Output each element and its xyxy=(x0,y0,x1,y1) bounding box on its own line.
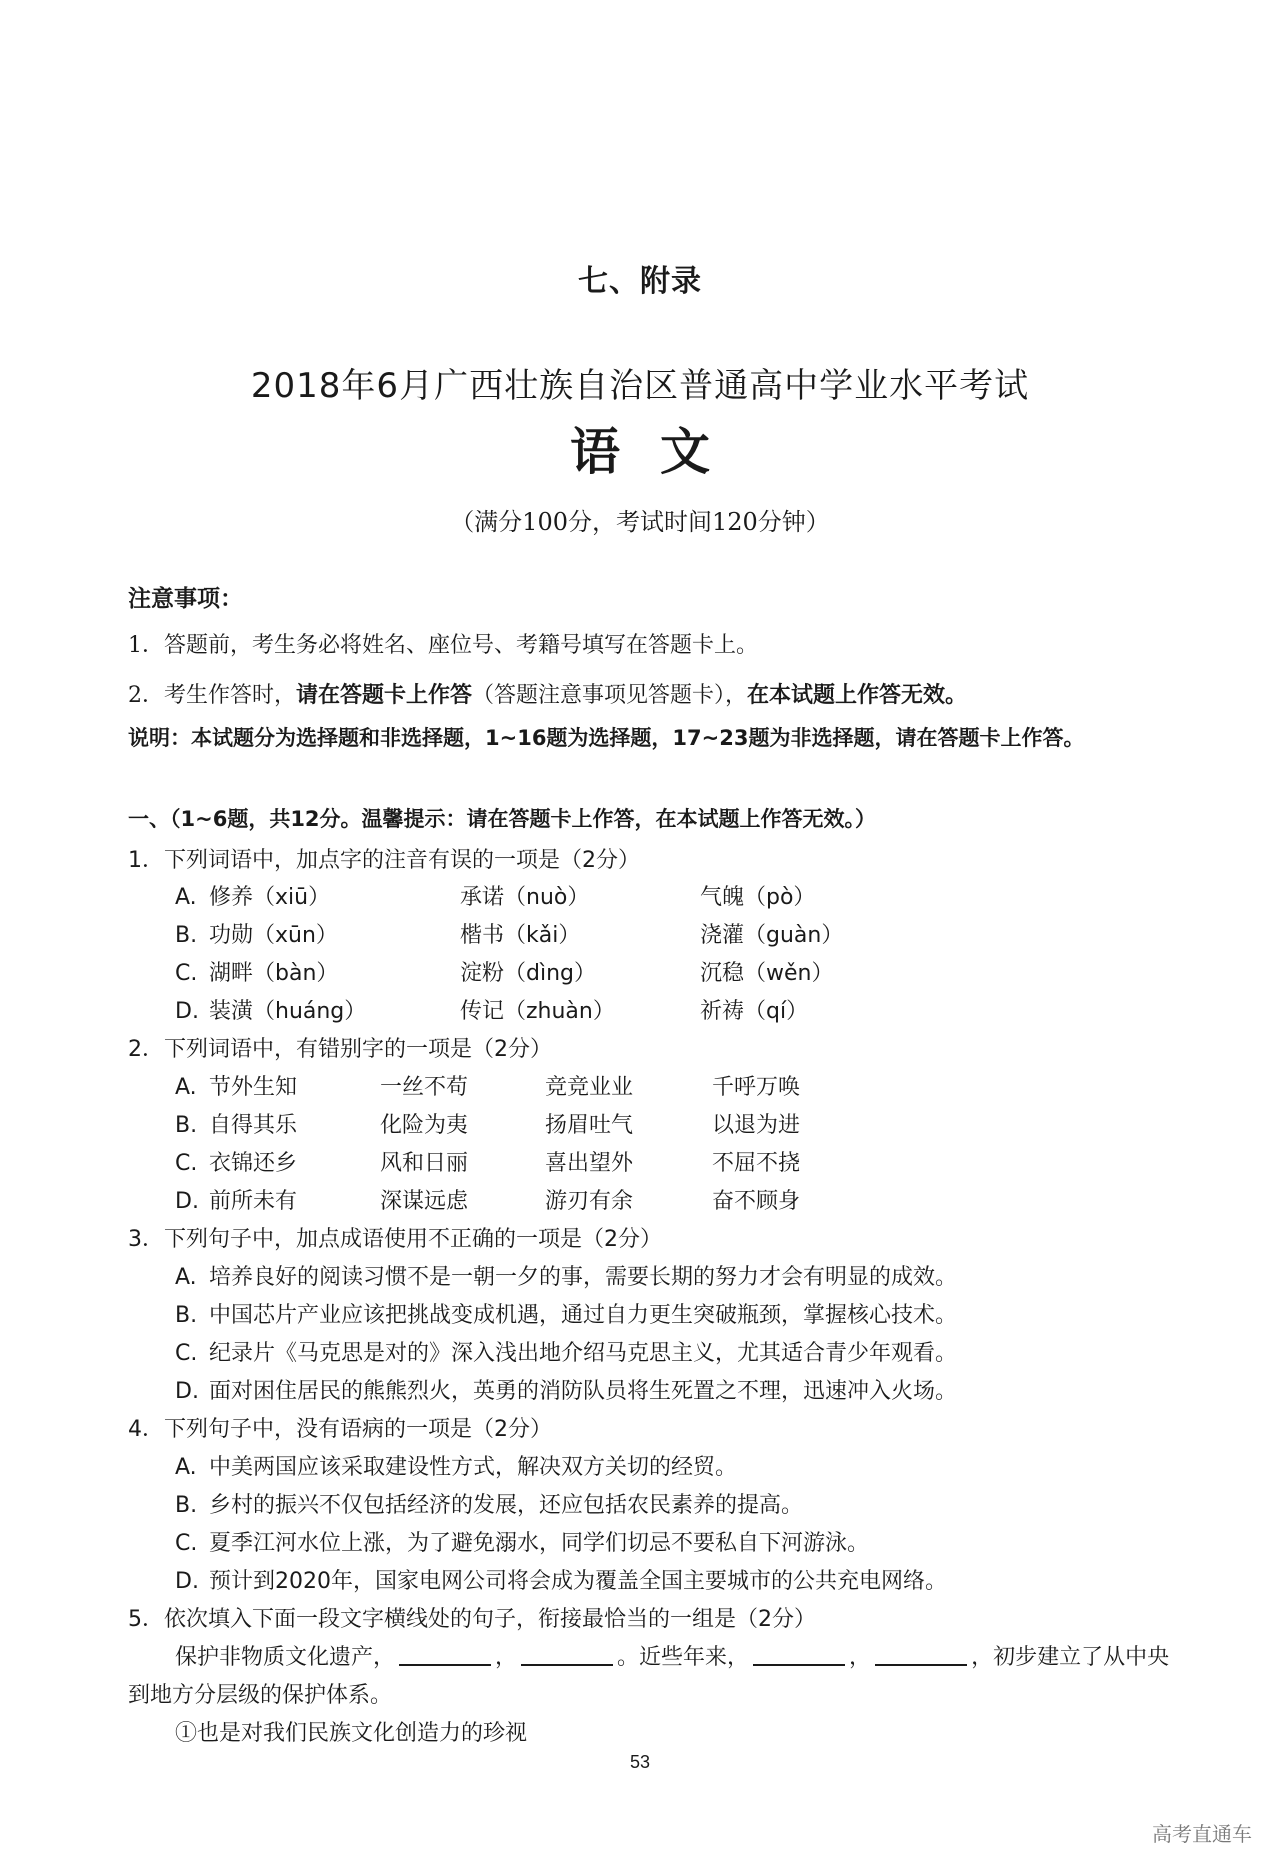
option-letter: B. xyxy=(175,1113,198,1138)
exam-info: （满分100分，考试时间120分钟） xyxy=(450,508,830,536)
blank-line xyxy=(521,1644,613,1666)
option-letter: C. xyxy=(175,1531,198,1556)
option-text: 中国芯片产业应该把挑战变成机遇，通过自力更生突破瓶颈，掌握核心技术。 xyxy=(209,1303,958,1328)
option-item: 扬眉吐气 xyxy=(545,1113,634,1138)
notice-item-1: 1．答题前，考生务必将姓名、座位号、考籍号填写在答题卡上。 xyxy=(128,633,758,658)
page-number: 53 xyxy=(629,1752,651,1772)
option-item: 传记（zhuàn） xyxy=(460,999,615,1024)
option-item: 沉稳（wěn） xyxy=(700,961,834,986)
option-item: 浇灌（guàn） xyxy=(700,923,844,948)
option-letter: B. xyxy=(175,1493,198,1518)
option-item: 湖畔（bàn） xyxy=(209,961,339,986)
option-row xyxy=(175,1374,957,1405)
option-item: 喜出望外 xyxy=(545,1151,634,1176)
blank-line xyxy=(753,1644,845,1666)
option-item: 风和日丽 xyxy=(380,1151,469,1176)
option-text: 预计到2020年，国家电网公司将会成为覆盖全国主要城市的公共充电网络。 xyxy=(209,1569,947,1594)
option-item: 深谋远虑 xyxy=(380,1189,469,1214)
option-row xyxy=(175,1260,957,1291)
part-heading: 一、（1~6题，共12分。温馨提示：请在答题卡上作答，在本试题上作答无效。） xyxy=(128,807,877,831)
option-item: 前所未有 xyxy=(209,1189,298,1214)
option-text: 乡村的振兴不仅包括经济的发展，还应包括农民素养的提高。 xyxy=(209,1493,804,1518)
option-item: 祈祷（qí） xyxy=(700,999,809,1024)
option-letter: A. xyxy=(175,1265,197,1290)
option-item: 不屈不挠 xyxy=(712,1151,801,1176)
option-letter: A. xyxy=(175,1075,197,1100)
question-stem: 3．下列句子中，加点成语使用不正确的一项是（2分） xyxy=(128,1227,662,1252)
sentence-option-1: ①也是对我们民族文化创造力的珍视 xyxy=(175,1721,528,1746)
option-item: 节外生知 xyxy=(209,1075,298,1100)
option-item: 游刃有余 xyxy=(545,1189,634,1214)
passage-line-2: 到地方分层级的保护体系。 xyxy=(128,1683,393,1708)
option-item: 千呼万唤 xyxy=(712,1075,801,1100)
option-letter: C. xyxy=(175,1341,198,1366)
option-item: 承诺（nuò） xyxy=(460,885,590,910)
option-item: 气魄（pò） xyxy=(700,885,816,910)
passage-text: 。近些年来， xyxy=(617,1645,750,1670)
option-letter: D. xyxy=(175,999,199,1024)
option-item: 修养（xiū） xyxy=(209,885,331,910)
blank-line xyxy=(875,1644,967,1666)
option-letter: C. xyxy=(175,1151,198,1176)
question-stem: 5．依次填入下面一段文字横线处的句子，衔接最恰当的一组是（2分） xyxy=(128,1607,816,1632)
notice-item-2 xyxy=(128,678,1228,709)
section-heading: 七、附录 xyxy=(578,264,702,299)
notice-explanation: 说明：本试题分为选择题和非选择题，1~16题为选择题，17~23题为非选择题，请在答题卡上作答。 xyxy=(128,726,1085,750)
option-letter: B. xyxy=(175,1303,198,1328)
notice-item-2-part-c: （答题注意事项见答题卡）， xyxy=(472,683,748,708)
option-text: 纪录片《马克思是对的》深入浅出地介绍马克思主义，尤其适合青少年观看。 xyxy=(209,1341,958,1366)
option-row xyxy=(175,994,366,1025)
option-row xyxy=(175,1488,803,1519)
option-text: 培养良好的阅读习惯不是一朝一夕的事，需要长期的努力才会有明显的成效。 xyxy=(209,1265,958,1290)
option-letter: A. xyxy=(175,885,197,910)
question-stem: 4．下列句子中，没有语病的一项是（2分） xyxy=(128,1417,552,1442)
passage-text: 保护非物质文化遗产， xyxy=(175,1645,396,1670)
option-item: 楷书（kǎi） xyxy=(460,923,581,948)
notice-heading: 注意事项： xyxy=(128,586,243,612)
option-row xyxy=(175,1070,297,1101)
option-text: 面对困住居民的熊熊烈火，英勇的消防队员将生死置之不理，迅速冲入火场。 xyxy=(209,1379,958,1404)
option-item: 以退为进 xyxy=(712,1113,801,1138)
notice-item-2-part-d: 在本试题上作答无效。 xyxy=(747,683,968,708)
option-item: 衣锦还乡 xyxy=(209,1151,298,1176)
notice-item-2-part-b: 请在答题卡上作答 xyxy=(296,683,473,708)
option-letter: D. xyxy=(175,1569,199,1594)
option-row xyxy=(175,1526,869,1557)
option-letter: A. xyxy=(175,1455,197,1480)
option-row xyxy=(175,1336,957,1367)
option-row xyxy=(175,1184,297,1215)
option-item: 化险为夷 xyxy=(380,1113,469,1138)
exam-title: 2018年6月广西壮族自治区普通高中学业水平考试 xyxy=(250,366,1030,406)
notice-item-2-part-a: 2．考生作答时， xyxy=(128,683,296,708)
option-item: 装潢（huáng） xyxy=(209,999,367,1024)
option-item: 自得其乐 xyxy=(209,1113,298,1138)
option-row xyxy=(175,1298,957,1329)
option-letter: D. xyxy=(175,1379,199,1404)
option-text: 中美两国应该采取建设性方式，解决双方关切的经贸。 xyxy=(209,1455,738,1480)
subject-title: 语文 xyxy=(570,423,750,481)
option-item: 竞竞业业 xyxy=(545,1075,634,1100)
question-stem: 2．下列词语中，有错别字的一项是（2分） xyxy=(128,1037,552,1062)
option-row xyxy=(175,1146,297,1177)
option-item: 淀粉（dìng） xyxy=(460,961,596,986)
watermark-text: 高考直通车 xyxy=(1152,1822,1252,1846)
option-row xyxy=(175,880,330,911)
option-letter: C. xyxy=(175,961,198,986)
option-letter: B. xyxy=(175,923,198,948)
option-item: 一丝不苟 xyxy=(380,1075,469,1100)
option-row xyxy=(175,1564,947,1595)
option-row xyxy=(175,1108,297,1139)
option-row xyxy=(175,1450,737,1481)
passage-text: ，初步建立了从中央 xyxy=(971,1645,1170,1670)
option-text: 夏季江河水位上涨，为了避免溺水，同学们切忌不要私自下河游泳。 xyxy=(209,1531,870,1556)
option-item: 奋不顾身 xyxy=(712,1189,801,1214)
question-stem: 1．下列词语中，加点字的注音有误的一项是（2分） xyxy=(128,848,640,873)
option-letter: D. xyxy=(175,1189,199,1214)
option-row xyxy=(175,918,338,949)
option-item: 功勋（xūn） xyxy=(209,923,338,948)
blank-line xyxy=(399,1644,491,1666)
option-row xyxy=(175,956,338,987)
passage-line-1: 保护非物质文化遗产， ， 。近些年来， ， ，初步建立了从中央 xyxy=(175,1645,1170,1670)
